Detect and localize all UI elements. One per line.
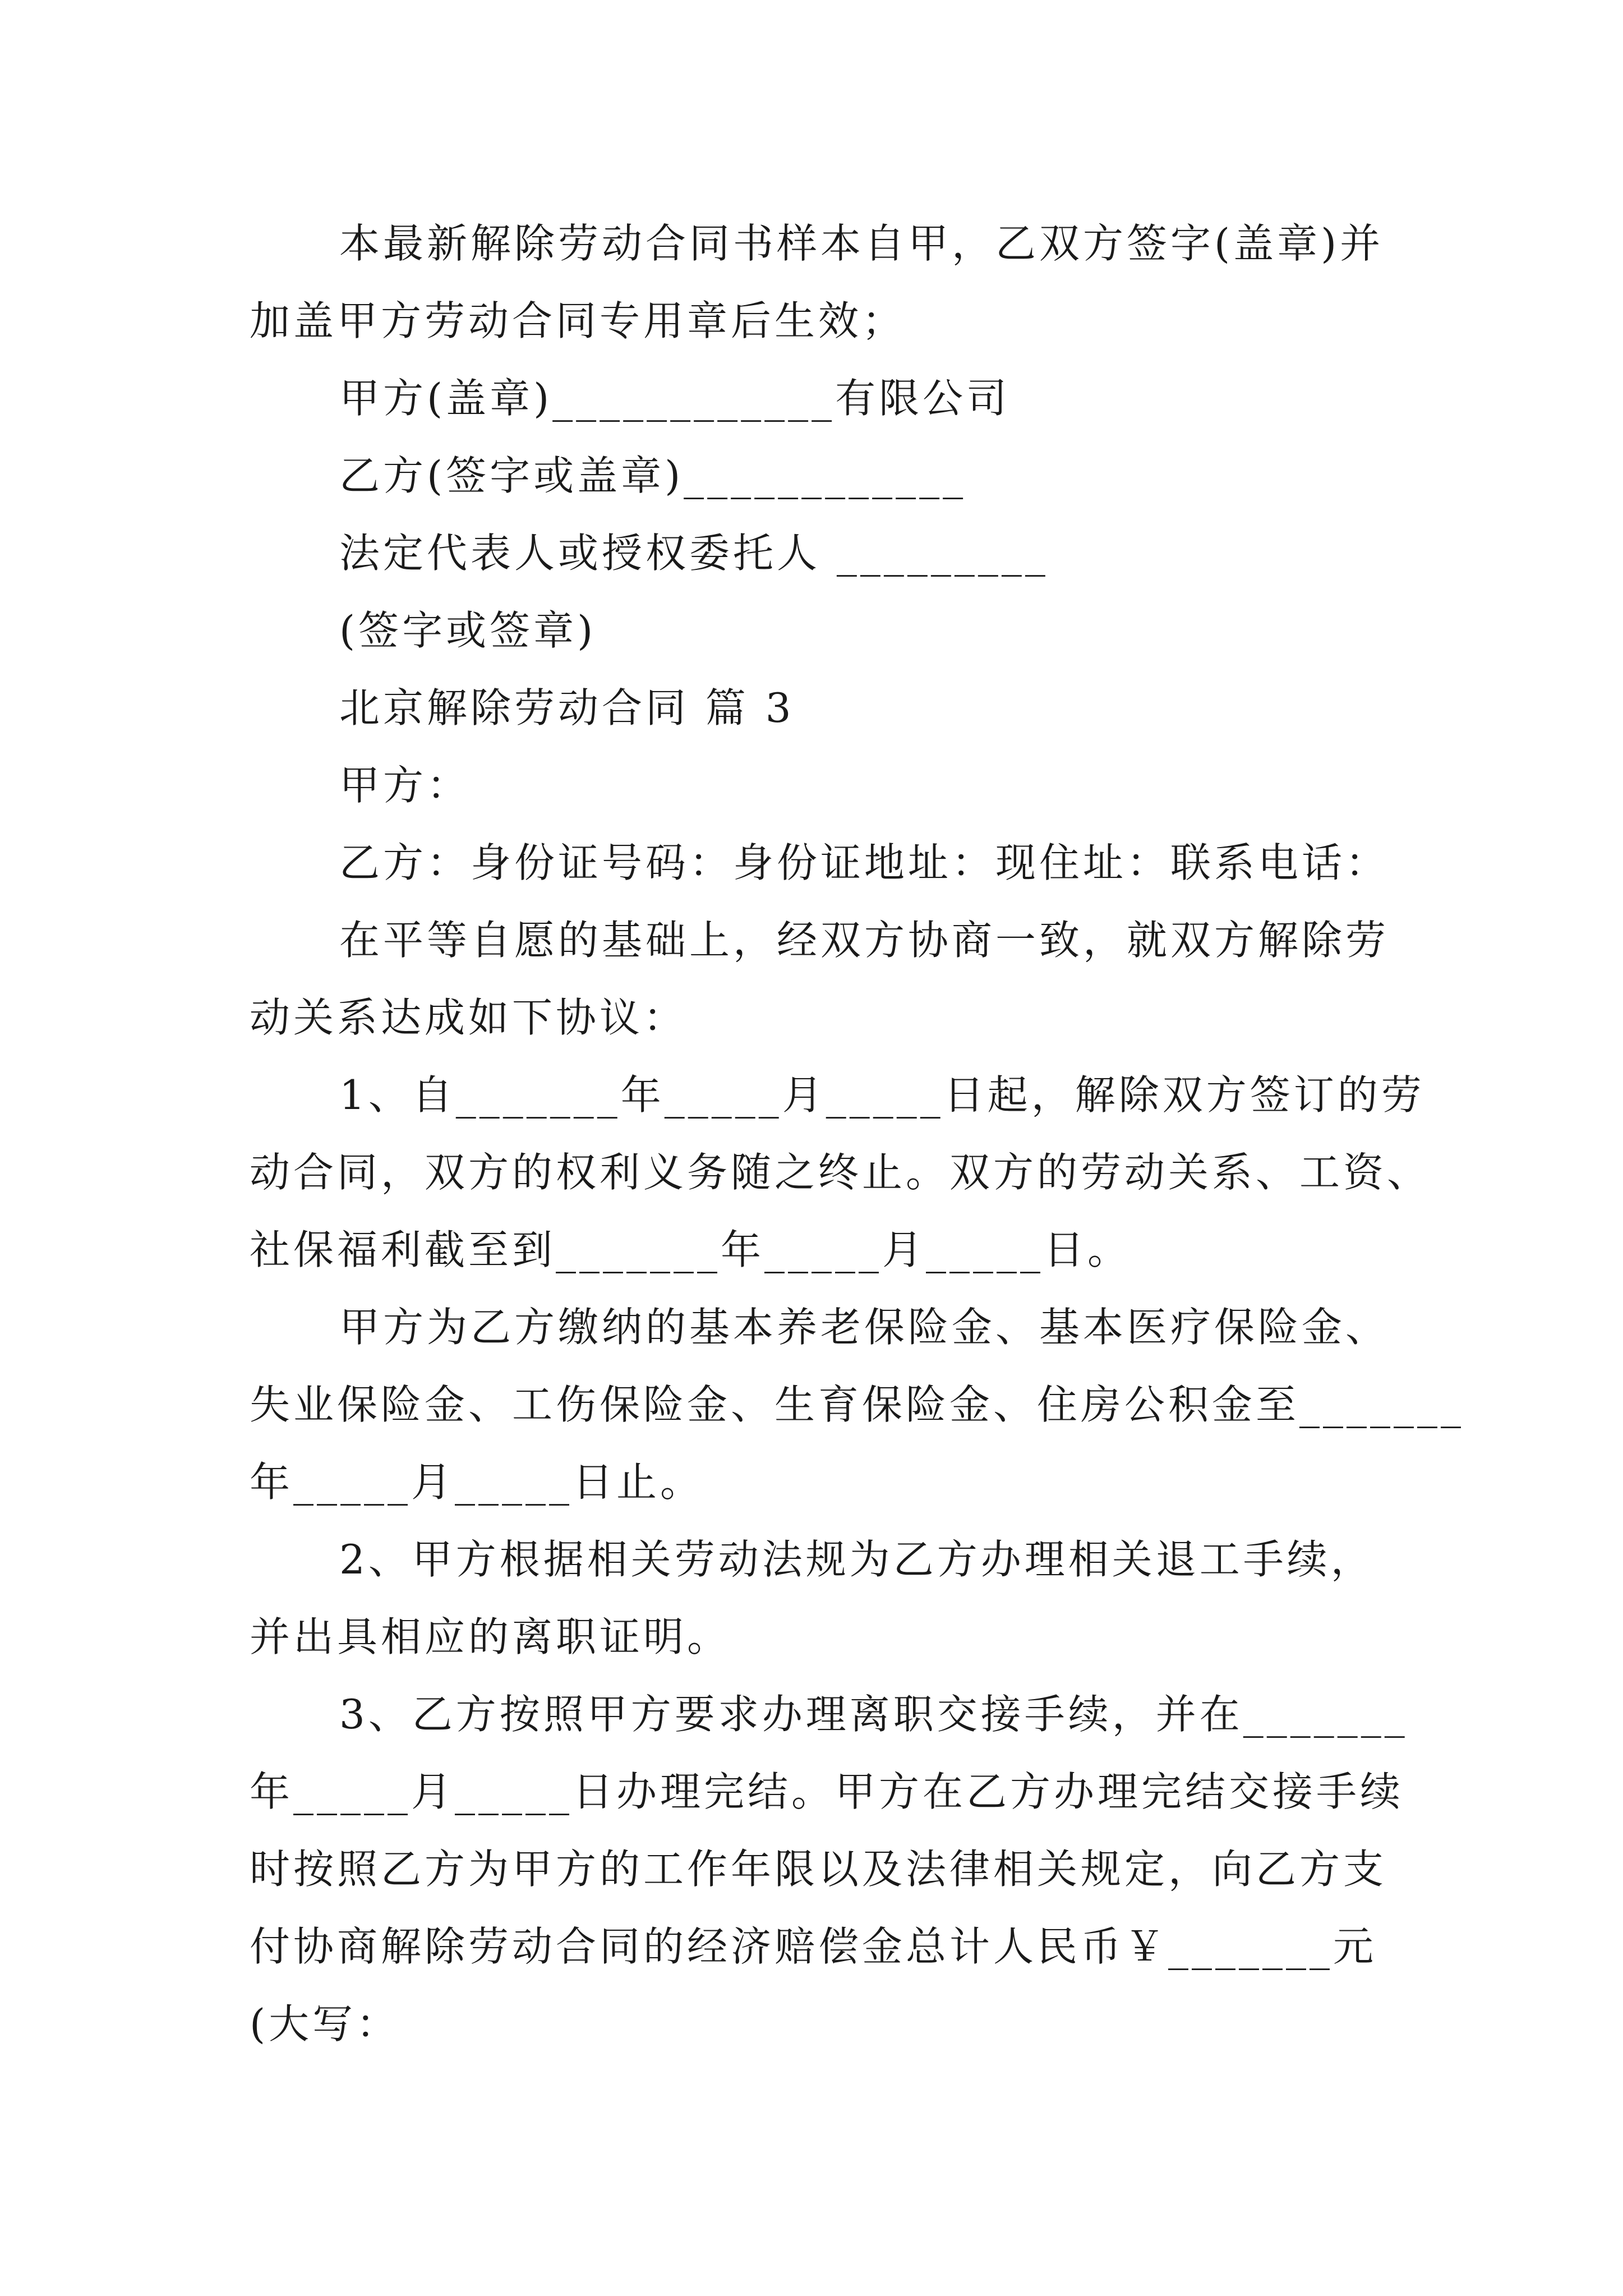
text-line: 年_____月_____日办理完结。甲方在乙方办理完结交接手续: [250, 1768, 1404, 1815]
text-line: 1、自_______年_____月_____日起，解除双方签订的劳: [339, 1071, 1425, 1119]
text-line: 乙方(签字或盖章)____________: [339, 452, 967, 499]
text-line: 乙方：身份证号码：身份证地址：现住址：联系电话：: [339, 839, 1390, 886]
text-line: 法定代表人或授权委托人 _________: [339, 530, 1049, 577]
text-line: 失业保险金、工伤保险金、生育保险金、住房公积金至_______: [250, 1381, 1465, 1428]
text-line: 社保福利截至到_______年_____月_____日。: [250, 1226, 1132, 1273]
section-heading: 北京解除劳动合同 篇 3: [339, 684, 795, 731]
text-line: 甲方：: [339, 762, 471, 809]
text-line: (大写：: [250, 2000, 400, 2047]
text-line: 甲方(盖章)____________有限公司: [339, 375, 1011, 422]
text-line: 并出具相应的离职证明。: [250, 1613, 731, 1660]
text-line: 时按照乙方为甲方的工作年限以及法律相关规定，向乙方支: [250, 1846, 1387, 1893]
text-line: 甲方为乙方缴纳的基本养老保险金、基本医疗保险金、: [339, 1304, 1390, 1351]
text-line: 加盖甲方劳动合同专用章后生效；: [250, 297, 906, 344]
text-line: 动合同，双方的权利义务随之终止。双方的劳动关系、工资、: [250, 1149, 1431, 1196]
text-line: 付协商解除劳动合同的经济赔偿金总计人民币￥_______元: [250, 1923, 1377, 1970]
text-line: 在平等自愿的基础上，经双方协商一致，就双方解除劳: [339, 917, 1390, 964]
text-line: 年_____月_____日止。: [250, 1458, 704, 1506]
text-line: (签字或签章): [339, 607, 597, 654]
text-line: 3、乙方按照甲方要求办理离职交接手续，并在_______: [339, 1691, 1408, 1738]
text-line: 本最新解除劳动合同书样本自甲，乙双方签字(盖章)并: [339, 220, 1384, 267]
text-line: 动关系达成如下协议：: [250, 994, 688, 1041]
text-line: 2、甲方根据相关劳动法规为乙方办理相关退工手续，: [339, 1536, 1375, 1583]
